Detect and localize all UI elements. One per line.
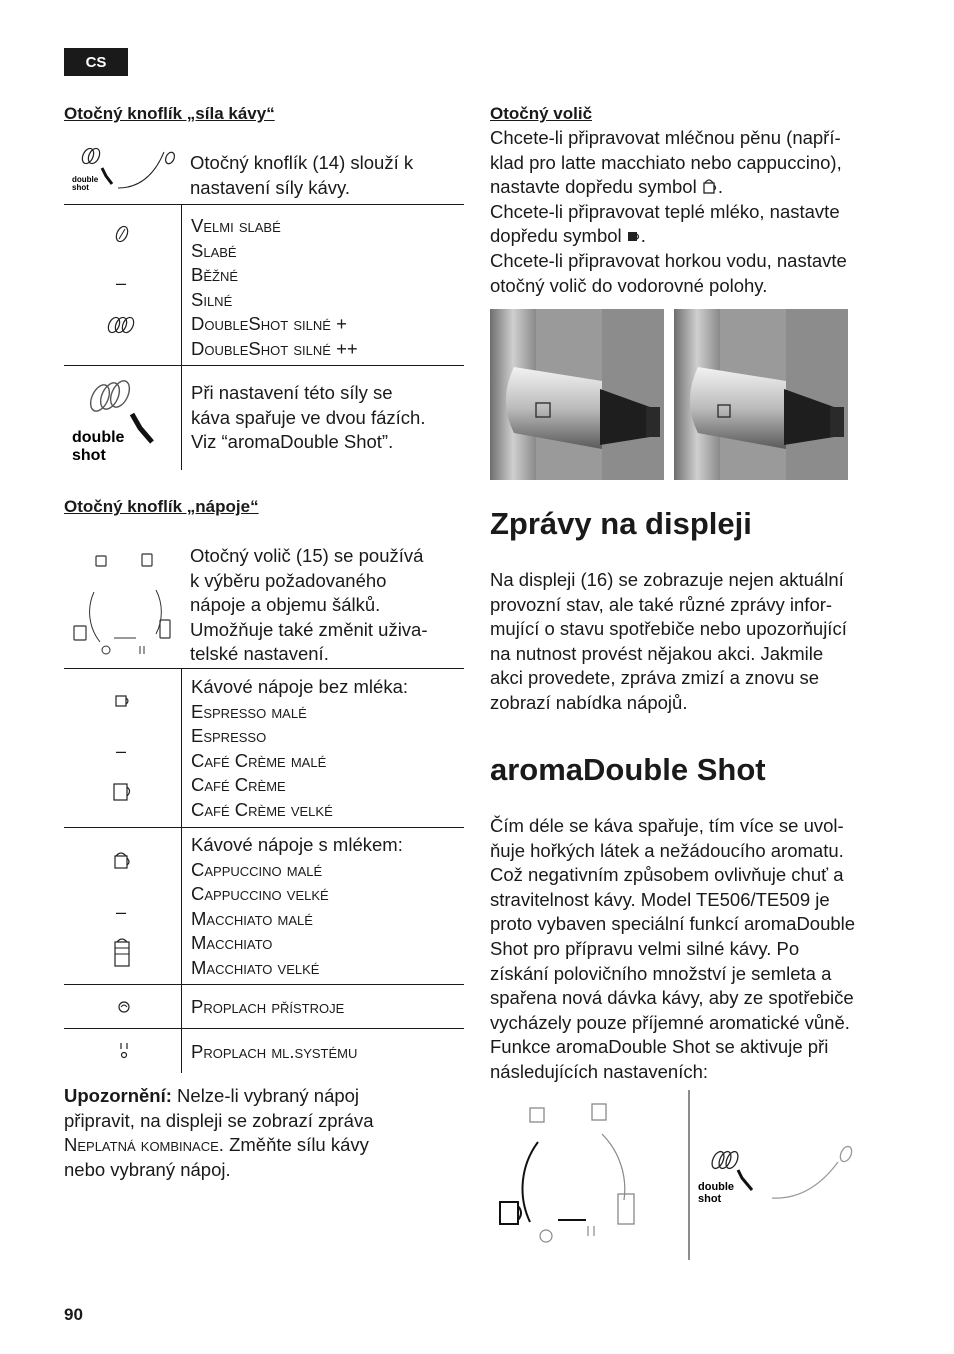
svg-text:double: double [72, 175, 99, 184]
note-label: Upozornění: [64, 1085, 172, 1106]
no-milk-item-5: Café Crème velké [191, 798, 333, 820]
aroma-double-shot-heading: aromaDouble Shot [490, 752, 766, 787]
milk-cup-icon [627, 229, 641, 243]
milk-item-1: Cappuccino malé [191, 858, 323, 880]
svg-text:double: double [698, 1181, 735, 1193]
rinse-device-row [64, 985, 464, 1029]
svg-text:shot: shot [698, 1193, 722, 1205]
bean-weak-icon [112, 223, 132, 245]
cup-large-icon [112, 781, 134, 803]
no-milk-dash: – [116, 741, 127, 761]
selector-paragraph: Chcete-li připravovat mléčnou pěnu (napří- klad pro latte macchiato nebo cappuccino), nastavte dopředu symbol . Chcete-li připravovat teplé mléko, nastavte dopředu symbol . Chcete-li připravovat horkou vodu, nastavte otočný volič do vodorovné polohy. [490, 127, 847, 296]
drinks-intro-line-1: Otočný volič (15) se používá [190, 545, 424, 566]
latte-glass-icon [112, 938, 134, 970]
strength-level-1: Velmi slabé [191, 215, 281, 236]
selector-heading: Otočný volič [490, 104, 593, 123]
milk-item-2: Cappuccino velké [191, 883, 329, 905]
milk-title: Kávové nápoje s mlékem: [191, 834, 403, 855]
nozzle-photo-milk [674, 309, 848, 480]
drinks-knob-heading: Otočný knoflík „nápoje“ [64, 497, 259, 516]
strength-dash: – [116, 273, 127, 293]
no-milk-title: Kávové nápoje bez mléka: [191, 676, 408, 697]
drinks-intro-line-5: telské nastavení. [190, 643, 329, 665]
strength-level-4: Silné [191, 288, 233, 310]
strength-intro-line-2: nastavení síly kávy. [190, 176, 351, 198]
aroma-paragraph: Čím déle se káva spařuje, tím více se uvol- ňuje hořkých látek a nežádoucího aromatu. Což negativním způsobem ovlivňuje chuť a stravitelnost kávy. Model TE506/TE509 je proto vybaven speciální funkcí aromaDouble Shot pro přípravu velmi silné kávy. Po získání polovičního množství je semleta a spařena nová dávka kávy, aby ze spotřebiče vycházely pouze příjemné aromatické vůně. Funkce aromaDouble Shot se aktivuje při následujících nastaveních: [490, 815, 856, 1082]
bean-double-icon [104, 313, 138, 337]
no-milk-item-3: Café Crème malé [191, 749, 327, 771]
rinse-milk-row [64, 1029, 464, 1073]
drinks-intro-row [64, 542, 464, 668]
strength-level-6: DoubleShot silné ++ [191, 337, 358, 359]
double-shot-note-2: káva spařuje ve dvou fázích. [191, 406, 426, 428]
strength-levels-row [64, 205, 464, 366]
rinse-milk-label: Proplach ml.systému [191, 1041, 358, 1062]
double-shot-row [64, 366, 464, 470]
no-milk-item-4: Café Crème [191, 774, 286, 796]
svg-text:double: double [72, 429, 125, 446]
double-shot-note-3: Viz “aromaDouble Shot”. [191, 431, 394, 453]
no-milk-row [64, 668, 464, 828]
strength-dial-double [698, 1145, 854, 1205]
strength-intro-line-1: Otočný knoflík (14) slouží k [190, 152, 414, 173]
cup-small-icon [114, 693, 132, 709]
cappuccino-icon [112, 850, 134, 872]
svg-text:shot: shot [72, 447, 106, 464]
svg-text:shot: shot [72, 183, 89, 192]
no-milk-item-1: Espresso malé [191, 700, 307, 722]
page-number: 90 [64, 1305, 83, 1324]
display-paragraph: Na displeji (16) se zobrazuje nejen aktuální provozní stav, ale také různé zprávy infor- mující o stavu spotřebiče nebo upozorňující na nutnost provést nějakou akci. Jakmile akci provedete, zpráva zmizí a znovu se zobrazí nabídka nápojů. [490, 569, 847, 713]
foam-cup-icon [702, 177, 718, 195]
drinks-dial-large [500, 1104, 634, 1242]
no-milk-item-2: Espresso [191, 725, 267, 747]
rinse-icon [116, 999, 132, 1015]
milk-system-icon [118, 1041, 130, 1061]
aroma-settings-illustration [490, 1090, 910, 1260]
strength-knob-heading: Otočný knoflík „síla kávy“ [64, 104, 275, 123]
double-shot-note-1: Při nastavení této síly se [191, 382, 393, 403]
milk-item-4: Macchiato [191, 932, 273, 954]
drinks-table [64, 542, 464, 1073]
strength-level-3: Běžné [191, 264, 239, 286]
strength-level-2: Slabé [191, 239, 237, 261]
nozzle-photo-foam [490, 309, 664, 480]
milk-item-3: Macchiato malé [191, 907, 313, 929]
drinks-intro-line-4: Umožňuje také změnit uživa- [190, 618, 428, 640]
strength-level-5: DoubleShot silné + [191, 313, 347, 335]
invalid-combination-message: Neplatná kombinace [64, 1134, 219, 1156]
drinks-intro-line-2: k výběru požadovaného [190, 569, 387, 591]
drinks-intro-line-3: nápoje a objemu šálků. [190, 594, 381, 616]
note-paragraph: Upozornění: Nelze-li vybraný nápoj připravit, na displeji se zobrazí zpráva Neplatná kombinace. Změňte sílu kávy nebo vybraný nápoj. [64, 1085, 374, 1180]
strength-table [64, 142, 464, 470]
milk-item-5: Macchiato velké [191, 956, 320, 978]
strength-intro-row [64, 142, 464, 202]
nozzle-photos [490, 309, 848, 480]
display-messages-heading: Zprávy na displeji [490, 506, 752, 541]
strength-dial-icon [64, 142, 181, 202]
drinks-dial-icon [64, 542, 181, 668]
milk-row [64, 828, 464, 985]
rinse-device-label: Proplach přístroje [191, 996, 345, 1017]
milk-dash: – [116, 902, 127, 922]
language-tag: CS [64, 48, 128, 76]
double-shot-icon [64, 366, 181, 470]
